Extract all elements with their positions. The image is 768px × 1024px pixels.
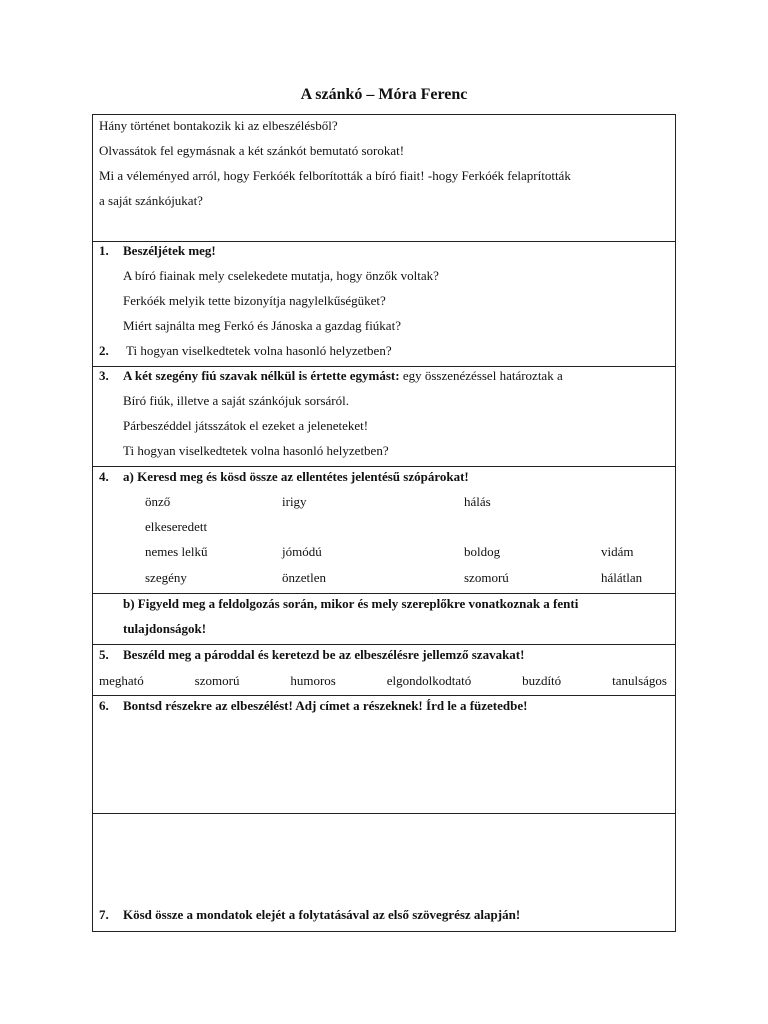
row-divider xyxy=(93,593,675,594)
word-item: megható xyxy=(99,673,144,688)
intro-line: a saját szánkójukat? xyxy=(99,193,203,208)
row-divider xyxy=(93,644,675,645)
word-item: vidám xyxy=(601,544,634,559)
question-line: Ti hogyan viselkedtetek volna hasonló helyzetben? xyxy=(123,443,389,458)
intro-line: Mi a véleményed arról, hogy Ferkóék felborították a bíró fiait! -hogy Ferkóék felaprították xyxy=(99,168,571,183)
question-heading: tulajdonságok! xyxy=(123,621,207,636)
word-item: elgondolkodtató xyxy=(386,673,472,688)
row-divider xyxy=(93,241,675,242)
question-number: 1. xyxy=(99,243,109,258)
row-divider xyxy=(93,813,675,814)
worksheet-table xyxy=(92,114,676,932)
question-heading: b) Figyeld meg a feldolgozás során, mikor és mely szereplőkre vonatkoznak a fenti xyxy=(123,596,579,611)
question-line: Ti hogyan viselkedtetek volna hasonló helyzetben? xyxy=(126,343,392,358)
word-item: irigy xyxy=(282,494,307,509)
question-heading: Bontsd részekre az elbeszélést! Adj címet a részeknek! Írd le a füzetedbe! xyxy=(123,698,528,713)
row-divider xyxy=(93,466,675,467)
question-line xyxy=(123,368,563,384)
question-line: Ferkóék melyik tette bizonyítja nagylelkűségüket? xyxy=(123,293,386,308)
word-item: hálás xyxy=(464,494,491,509)
question-line: Párbeszéddel játsszátok el ezeket a jeleneteket! xyxy=(123,418,369,433)
question-bold-text: A két szegény fiú szavak nélkül is értette egymást: xyxy=(123,368,400,383)
word-item: buzdító xyxy=(522,673,562,688)
question-number: 6. xyxy=(99,698,109,713)
question-line: Miért sajnálta meg Ferkó és Jánoska a gazdag fiúkat? xyxy=(123,318,401,333)
page-title: A szánkó – Móra Ferenc xyxy=(300,86,468,103)
word-item: boldog xyxy=(464,544,501,559)
question-line: A bíró fiainak mely cselekedete mutatja, hogy önzők voltak? xyxy=(123,268,439,283)
question-heading: a) Keresd meg és kösd össze az ellentétes jelentésű szópárokat! xyxy=(123,469,469,484)
question-line: Bíró fiúk, illetve a saját szánkójuk sorsáról. xyxy=(123,393,350,408)
question-number: 7. xyxy=(99,907,109,922)
word-item: önző xyxy=(145,494,171,509)
question-number: 2. xyxy=(99,343,109,358)
question-heading: Beszéljétek meg! xyxy=(123,243,216,258)
row-divider xyxy=(93,695,675,696)
word-item: önzetlen xyxy=(282,570,327,585)
question-number: 3. xyxy=(99,368,109,383)
question-number: 4. xyxy=(99,469,109,484)
question-text: egy összenézéssel határoztak a xyxy=(399,368,563,383)
word-item: elkeseredett xyxy=(145,519,208,534)
intro-line: Olvassátok fel egymásnak a két szánkót bemutató sorokat! xyxy=(99,143,405,158)
question-heading: Beszéld meg a pároddal és keretezd be az elbeszélésre jellemző szavakat! xyxy=(123,647,525,662)
row-divider xyxy=(93,366,675,367)
intro-line: Hány történet bontakozik ki az elbeszélésből? xyxy=(99,118,338,133)
word-item: szegény xyxy=(145,570,187,585)
word-item: szomorú xyxy=(464,570,509,585)
word-item: humoros xyxy=(290,673,336,688)
word-item: szomorú xyxy=(194,673,240,688)
word-row xyxy=(99,673,667,689)
word-item: jómódú xyxy=(282,544,322,559)
word-item: nemes lelkű xyxy=(145,544,208,559)
word-item: hálátlan xyxy=(601,570,643,585)
question-heading: Kösd össze a mondatok elejét a folytatásával az első szövegrész alapján! xyxy=(123,907,521,922)
word-item: tanulságos xyxy=(612,673,667,688)
question-number: 5. xyxy=(99,647,109,662)
